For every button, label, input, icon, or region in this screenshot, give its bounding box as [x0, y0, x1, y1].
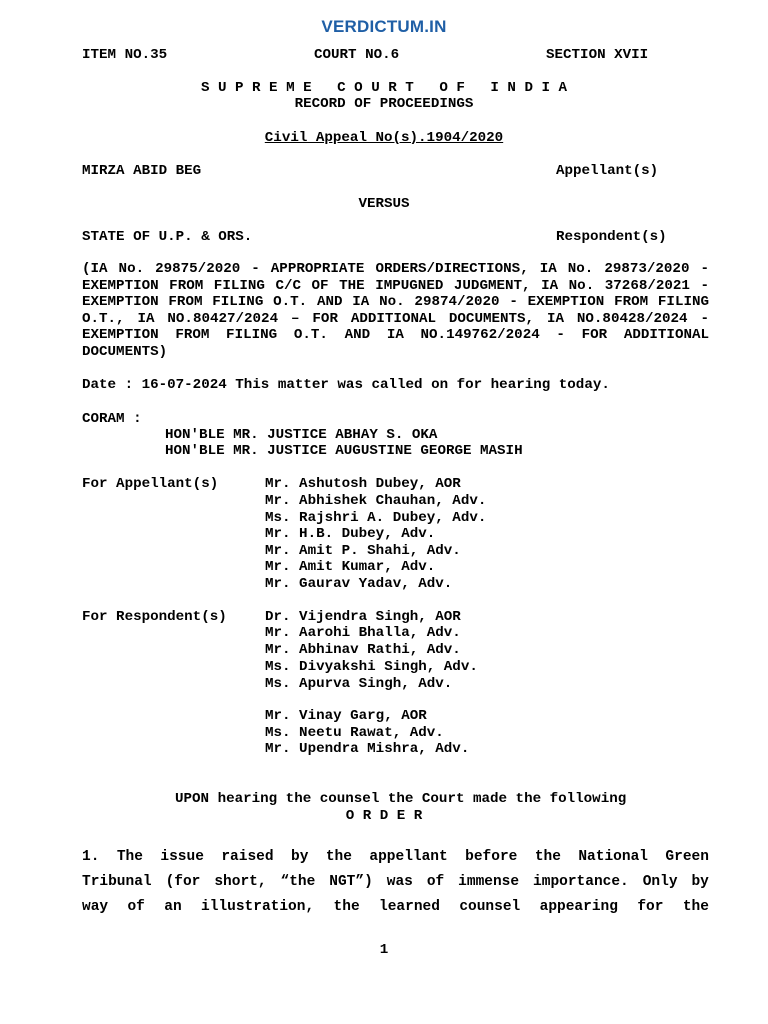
- counsel-name: Dr. Vijendra Singh, AOR: [265, 609, 461, 625]
- respondent-name: STATE OF U.P. & ORS.: [82, 229, 253, 245]
- paragraph-word: the: [682, 899, 709, 915]
- paragraph-word: immense: [458, 874, 520, 890]
- counsel-name: Mr. Ashutosh Dubey, AOR: [265, 476, 461, 492]
- judge-name: HON'BLE MR. JUSTICE ABHAY S. OKA: [165, 427, 438, 443]
- counsel-name: Mr. Upendra Mishra, Adv.: [265, 741, 470, 757]
- paragraph-word: Only: [642, 874, 678, 890]
- paragraph-word: of: [127, 899, 145, 915]
- respondent-counsel-label: For Respondent(s): [82, 609, 227, 625]
- paragraph-word: appellant: [369, 849, 448, 865]
- item-number: ITEM NO.35: [82, 47, 168, 63]
- record-heading: RECORD OF PROCEEDINGS: [294, 96, 474, 112]
- order-intro: UPON hearing the counsel the Court made the following: [175, 791, 627, 807]
- counsel-name: Mr. H.B. Dubey, Adv.: [265, 526, 436, 542]
- appellant-counsel-label: For Appellant(s): [82, 476, 219, 492]
- counsel-name: Mr. Abhinav Rathi, Adv.: [265, 642, 461, 658]
- paragraph-word: short,: [214, 874, 267, 890]
- paragraph-word: the: [534, 849, 561, 865]
- order-paragraph-line: [82, 872, 709, 892]
- order-heading: O R D E R: [345, 808, 423, 824]
- paragraph-word: of: [426, 874, 445, 890]
- interlocutory-applications: (IA No. 29875/2020 - APPROPRIATE ORDERS/DIRECTIONS, IA No. 29873/2020 - EXEMPTION FROM FILING C/C OF THE IMPUGNED JUDGMENT, IA No. 37268/2021 - EXEMPTION FROM FILING O.T. AND IA No. 29874/2020 - EXEMPTION FROM FILING O.T., IA NO.80427/2024 – FOR ADDITIONAL DOCUMENTS, IA NO.80428/2024 - EXEMPTION FROM FILING O.T. AND IA NO.149762/2024 - FOR ADDITIONAL DOCUMENTS): [82, 261, 709, 360]
- order-paragraph-line: [82, 847, 709, 867]
- appellant-role: Appellant(s): [556, 163, 659, 179]
- paragraph-word: learned: [379, 899, 440, 915]
- court-number: COURT NO.6: [314, 47, 400, 63]
- paragraph-word: before: [465, 849, 518, 865]
- case-number: [0, 130, 768, 146]
- paragraph-word: The: [116, 849, 143, 865]
- paragraph-word: Tribunal: [82, 874, 152, 890]
- page-number: 1: [379, 942, 389, 958]
- paragraph-word: an: [164, 899, 182, 915]
- counsel-name: Mr. Aarohi Bhalla, Adv.: [265, 625, 461, 641]
- site-watermark-brand: VERDICTUM.IN: [321, 17, 447, 36]
- order-paragraph-line: [82, 897, 709, 917]
- paragraph-word: way: [82, 899, 109, 915]
- case-number-text: Civil Appeal No(s).1904/2020: [264, 130, 504, 146]
- judge-name: HON'BLE MR. JUSTICE AUGUSTINE GEORGE MASIH: [165, 443, 523, 459]
- paragraph-word: appearing: [539, 899, 618, 915]
- paragraph-word: issue: [160, 849, 204, 865]
- paragraph-word: NGT”): [329, 874, 373, 890]
- respondent-role: Respondent(s): [556, 229, 667, 245]
- paragraph-word: by: [291, 849, 309, 865]
- counsel-name: Ms. Rajshri A. Dubey, Adv.: [265, 510, 487, 526]
- counsel-name: Mr. Amit P. Shahi, Adv.: [265, 543, 461, 559]
- counsel-name: Mr. Gaurav Yadav, Adv.: [265, 576, 453, 592]
- counsel-name: Mr. Vinay Garg, AOR: [265, 708, 427, 724]
- coram-label: CORAM :: [82, 411, 142, 427]
- paragraph-word: illustration,: [201, 899, 315, 915]
- versus-label: VERSUS: [358, 196, 410, 212]
- court-name: S U P R E M E C O U R T O F I N D I A: [200, 80, 568, 96]
- paragraph-word: by: [691, 874, 709, 890]
- hearing-date-line: Date : 16-07-2024 This matter was called on for hearing today.: [82, 377, 610, 393]
- paragraph-word: raised: [221, 849, 274, 865]
- paragraph-word: 1.: [82, 849, 100, 865]
- paragraph-word: counsel: [459, 899, 521, 915]
- paragraph-word: (for: [165, 874, 201, 890]
- counsel-name: Ms. Apurva Singh, Adv.: [265, 676, 453, 692]
- paragraph-word: importance.: [533, 874, 629, 890]
- section-label: SECTION XVII: [546, 47, 649, 63]
- counsel-name: Mr. Abhishek Chauhan, Adv.: [265, 493, 487, 509]
- paragraph-word: was: [386, 874, 413, 890]
- appellant-name: MIRZA ABID BEG: [82, 163, 202, 179]
- paragraph-word: the: [325, 849, 352, 865]
- counsel-name: Ms. Neetu Rawat, Adv.: [265, 725, 444, 741]
- paragraph-word: for: [637, 899, 664, 915]
- paragraph-word: National: [578, 849, 648, 865]
- paragraph-word: Green: [665, 849, 709, 865]
- paragraph-word: the: [333, 899, 360, 915]
- counsel-name: Mr. Amit Kumar, Adv.: [265, 559, 436, 575]
- paragraph-word: “the: [280, 874, 316, 890]
- counsel-name: Ms. Divyakshi Singh, Adv.: [265, 659, 478, 675]
